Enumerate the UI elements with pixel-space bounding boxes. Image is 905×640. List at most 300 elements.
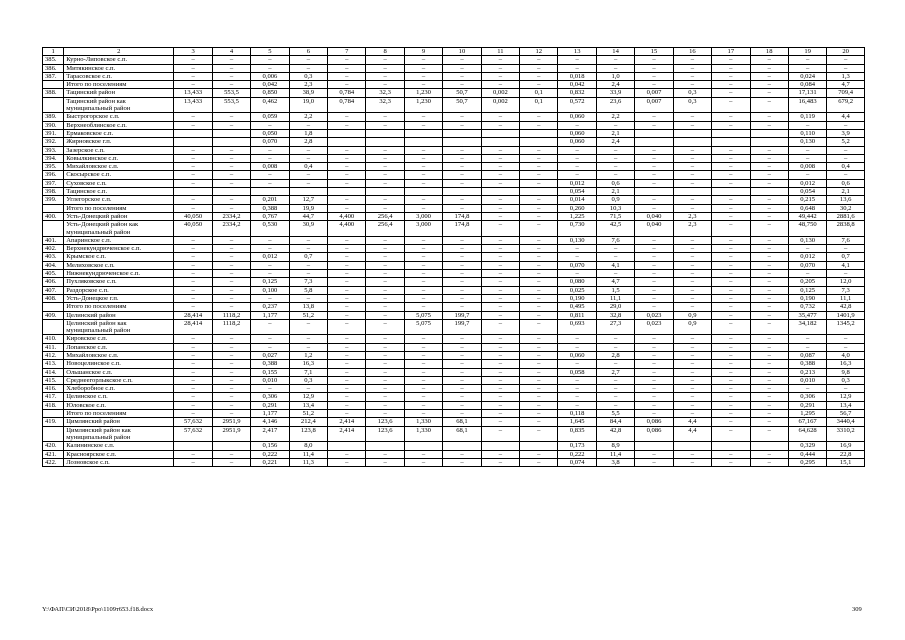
value-cell: –	[750, 146, 788, 154]
value-cell: –	[635, 245, 673, 253]
value-cell: 12,9	[827, 393, 865, 401]
value-cell: 553,5	[212, 89, 250, 97]
value-cell: 5,075	[404, 319, 442, 335]
value-cell: 13,8	[289, 303, 327, 311]
value-cell: –	[289, 385, 327, 393]
value-cell: –	[174, 401, 212, 409]
value-cell: –	[673, 196, 711, 204]
value-cell: –	[635, 343, 673, 351]
column-number-header: 3	[174, 48, 212, 56]
value-cell: 35,477	[788, 311, 826, 319]
value-cell: 0,008	[251, 163, 289, 171]
value-cell: –	[712, 56, 750, 64]
value-cell: –	[558, 121, 596, 129]
value-cell: –	[596, 253, 634, 261]
column-number-header: 14	[596, 48, 634, 56]
row-number-cell: 401.	[43, 236, 64, 244]
value-cell	[673, 129, 711, 137]
value-cell: 5,5	[596, 410, 634, 418]
value-cell: –	[366, 146, 404, 154]
value-cell: –	[481, 154, 519, 162]
value-cell: 5,075	[404, 311, 442, 319]
value-cell: –	[635, 278, 673, 286]
value-cell: –	[212, 278, 250, 286]
value-cell: –	[673, 410, 711, 418]
value-cell: –	[443, 343, 481, 351]
value-cell: 2,1	[596, 188, 634, 196]
value-cell: 0,060	[558, 138, 596, 146]
value-cell: 5,2	[827, 138, 865, 146]
value-cell: 0,130	[558, 236, 596, 244]
value-cell: –	[481, 64, 519, 72]
value-cell: 16,9	[827, 442, 865, 450]
value-cell: –	[212, 245, 250, 253]
value-cell: –	[520, 261, 558, 269]
territory-name-cell: Тацинский район как муниципальный район	[64, 97, 174, 113]
value-cell: –	[174, 376, 212, 384]
value-cell: 199,7	[443, 311, 481, 319]
value-cell: –	[788, 146, 826, 154]
value-cell: 199,7	[443, 319, 481, 335]
value-cell: –	[520, 253, 558, 261]
value-cell: –	[558, 245, 596, 253]
value-cell: 0,648	[788, 204, 826, 212]
table-row	[43, 129, 865, 137]
value-cell: –	[520, 401, 558, 409]
value-cell	[712, 442, 750, 450]
value-cell: –	[481, 319, 519, 335]
value-cell: –	[520, 426, 558, 442]
territory-name-cell: Цимлянский район	[64, 418, 174, 426]
table-row	[43, 335, 865, 343]
value-cell: –	[712, 253, 750, 261]
row-number-cell: 415.	[43, 376, 64, 384]
column-number-header: 7	[328, 48, 366, 56]
value-cell: –	[596, 171, 634, 179]
value-cell: –	[404, 385, 442, 393]
value-cell: –	[251, 121, 289, 129]
value-cell: 22,8	[827, 450, 865, 458]
value-cell: –	[328, 343, 366, 351]
value-cell: –	[328, 286, 366, 294]
table-row	[43, 146, 865, 154]
value-cell: 64,628	[788, 426, 826, 442]
value-cell: –	[788, 64, 826, 72]
table-row	[43, 351, 865, 359]
row-number-cell	[43, 410, 64, 418]
value-cell: 0,6	[827, 179, 865, 187]
value-cell: –	[328, 376, 366, 384]
value-cell: –	[289, 294, 327, 302]
value-cell: –	[328, 261, 366, 269]
row-number-cell	[43, 221, 64, 237]
value-cell: –	[366, 56, 404, 64]
value-cell: 11,3	[289, 458, 327, 466]
value-cell: –	[212, 236, 250, 244]
value-cell: –	[635, 171, 673, 179]
value-cell: –	[328, 401, 366, 409]
territory-name-cell: Углегорское с.п.	[64, 196, 174, 204]
value-cell: –	[712, 401, 750, 409]
value-cell: –	[520, 72, 558, 80]
value-cell: –	[404, 368, 442, 376]
value-cell: –	[596, 401, 634, 409]
value-cell: –	[212, 368, 250, 376]
value-cell: 3,000	[404, 212, 442, 220]
value-cell: –	[174, 351, 212, 359]
value-cell: 2,7	[596, 368, 634, 376]
value-cell: –	[750, 253, 788, 261]
value-cell: –	[750, 179, 788, 187]
value-cell: –	[366, 450, 404, 458]
table-row	[43, 368, 865, 376]
value-cell: –	[520, 458, 558, 466]
value-cell: –	[481, 360, 519, 368]
value-cell: –	[712, 212, 750, 220]
value-cell	[251, 188, 289, 196]
value-cell: –	[712, 64, 750, 72]
value-cell: –	[404, 204, 442, 212]
value-cell: –	[750, 368, 788, 376]
value-cell: –	[443, 360, 481, 368]
row-number-cell: 416.	[43, 385, 64, 393]
value-cell: –	[212, 450, 250, 458]
value-cell: –	[366, 401, 404, 409]
value-cell: 0,084	[788, 81, 826, 89]
table-row	[43, 188, 865, 196]
value-cell: –	[174, 385, 212, 393]
value-cell: –	[212, 204, 250, 212]
value-cell: –	[750, 393, 788, 401]
territory-name-cell: Красноярское с.п.	[64, 450, 174, 458]
value-cell: –	[635, 294, 673, 302]
value-cell: 0,213	[788, 368, 826, 376]
value-cell	[443, 188, 481, 196]
value-cell: –	[212, 81, 250, 89]
value-cell: –	[251, 385, 289, 393]
table-row	[43, 113, 865, 121]
value-cell: –	[481, 303, 519, 311]
value-cell: –	[673, 294, 711, 302]
value-cell: –	[673, 351, 711, 359]
value-cell: 0,173	[558, 442, 596, 450]
value-cell: –	[443, 56, 481, 64]
value-cell: –	[750, 270, 788, 278]
value-cell: 123,6	[366, 426, 404, 442]
value-cell: 2,414	[328, 418, 366, 426]
table-row	[43, 204, 865, 212]
value-cell: 0,110	[788, 129, 826, 137]
value-cell: –	[328, 294, 366, 302]
value-cell: 15,1	[827, 458, 865, 466]
value-cell: –	[328, 278, 366, 286]
table-row	[43, 343, 865, 351]
value-cell: 3440,4	[827, 418, 865, 426]
value-cell: 0,060	[558, 113, 596, 121]
value-cell: 0,119	[788, 113, 826, 121]
territory-name-cell: Итого по поселениям	[64, 410, 174, 418]
value-cell: –	[750, 245, 788, 253]
value-cell: –	[404, 261, 442, 269]
value-cell: –	[366, 113, 404, 121]
value-cell: 0,850	[251, 89, 289, 97]
value-cell: –	[212, 253, 250, 261]
value-cell: –	[750, 113, 788, 121]
value-cell: 3,9	[827, 129, 865, 137]
value-cell: –	[443, 64, 481, 72]
row-number-cell: 411.	[43, 343, 64, 351]
value-cell: 40,050	[174, 212, 212, 220]
row-number-cell: 406.	[43, 278, 64, 286]
value-cell: –	[673, 343, 711, 351]
value-cell: 2,2	[289, 113, 327, 121]
value-cell: –	[328, 236, 366, 244]
territory-name-cell: Целинское с.п.	[64, 393, 174, 401]
value-cell: –	[328, 204, 366, 212]
value-cell: –	[750, 72, 788, 80]
value-cell: –	[212, 146, 250, 154]
value-cell: –	[174, 179, 212, 187]
value-cell: –	[712, 97, 750, 113]
value-cell: –	[788, 335, 826, 343]
value-cell: 212,4	[289, 418, 327, 426]
value-cell: –	[520, 368, 558, 376]
table-row	[43, 303, 865, 311]
value-cell: 68,1	[443, 418, 481, 426]
value-cell: 0,012	[788, 253, 826, 261]
value-cell: –	[750, 261, 788, 269]
value-cell: –	[712, 286, 750, 294]
value-cell: –	[750, 343, 788, 351]
value-cell: –	[520, 351, 558, 359]
value-cell: 9,8	[827, 368, 865, 376]
value-cell: –	[212, 343, 250, 351]
value-cell: –	[750, 278, 788, 286]
value-cell: –	[174, 286, 212, 294]
row-number-cell: 412.	[43, 351, 64, 359]
value-cell: –	[289, 146, 327, 154]
page-number: 309	[852, 606, 862, 613]
value-cell: –	[174, 121, 212, 129]
value-cell: –	[251, 64, 289, 72]
value-cell: 0,087	[788, 351, 826, 359]
territory-name-cell: Итого по поселениям	[64, 204, 174, 212]
value-cell: 7,6	[596, 236, 634, 244]
value-cell	[366, 442, 404, 450]
table-body	[43, 48, 865, 467]
value-cell	[443, 442, 481, 450]
value-cell: –	[251, 261, 289, 269]
value-cell: –	[635, 146, 673, 154]
value-cell: –	[558, 376, 596, 384]
table-row	[43, 245, 865, 253]
value-cell: –	[404, 360, 442, 368]
value-cell: –	[404, 113, 442, 121]
value-cell: –	[404, 253, 442, 261]
value-cell: 0,190	[558, 294, 596, 302]
value-cell: –	[328, 410, 366, 418]
value-cell: 3,8	[596, 458, 634, 466]
value-cell: –	[174, 450, 212, 458]
value-cell: –	[712, 376, 750, 384]
value-cell: –	[443, 253, 481, 261]
value-cell	[212, 138, 250, 146]
value-cell: –	[366, 245, 404, 253]
column-number-header: 12	[520, 48, 558, 56]
value-cell: 1,8	[289, 129, 327, 137]
value-cell: 4,7	[596, 278, 634, 286]
territory-name-cell: Хлеборобное с.п.	[64, 385, 174, 393]
column-number-header: 5	[251, 48, 289, 56]
value-cell: 2881,6	[827, 212, 865, 220]
table-row	[43, 56, 865, 64]
value-cell: –	[404, 146, 442, 154]
value-cell: –	[328, 154, 366, 162]
table-row	[43, 89, 865, 97]
value-cell: –	[673, 360, 711, 368]
value-cell: 4,400	[328, 221, 366, 237]
table-row	[43, 450, 865, 458]
value-cell: –	[520, 221, 558, 237]
value-cell: 50,7	[443, 97, 481, 113]
territory-name-cell: Верхнеоблинское с.п.	[64, 121, 174, 129]
value-cell: –	[289, 261, 327, 269]
value-cell: –	[251, 146, 289, 154]
value-cell: 2,3	[673, 212, 711, 220]
value-cell: –	[328, 450, 366, 458]
value-cell: 1,177	[251, 311, 289, 319]
value-cell: –	[712, 335, 750, 343]
value-cell: 30,2	[827, 204, 865, 212]
value-cell: –	[366, 64, 404, 72]
value-cell: –	[635, 458, 673, 466]
value-cell: 2,417	[251, 426, 289, 442]
value-cell: –	[174, 294, 212, 302]
territory-name-cell: Цимлянский район как муниципальный район	[64, 426, 174, 442]
data-table-container	[42, 47, 865, 467]
value-cell: –	[788, 245, 826, 253]
value-cell: –	[366, 72, 404, 80]
value-cell: –	[673, 171, 711, 179]
value-cell: –	[328, 196, 366, 204]
value-cell: –	[750, 376, 788, 384]
value-cell: –	[174, 171, 212, 179]
value-cell: –	[520, 171, 558, 179]
value-cell: –	[289, 171, 327, 179]
value-cell: –	[212, 335, 250, 343]
value-cell: –	[443, 335, 481, 343]
row-number-cell: 395.	[43, 163, 64, 171]
territory-name-cell: Скосырское с.п.	[64, 171, 174, 179]
value-cell: –	[520, 303, 558, 311]
value-cell: –	[520, 179, 558, 187]
value-cell: 0,012	[788, 179, 826, 187]
territory-name-cell: Новоцелинское с.п.	[64, 360, 174, 368]
row-number-cell: 421.	[43, 450, 64, 458]
value-cell: 0,070	[558, 261, 596, 269]
value-cell	[520, 188, 558, 196]
column-number-header: 13	[558, 48, 596, 56]
value-cell: –	[404, 171, 442, 179]
value-cell: –	[443, 286, 481, 294]
column-number-header: 9	[404, 48, 442, 56]
value-cell: 0,811	[558, 311, 596, 319]
value-cell: –	[520, 385, 558, 393]
value-cell: –	[673, 163, 711, 171]
value-cell: –	[596, 270, 634, 278]
value-cell	[366, 138, 404, 146]
value-cell: –	[596, 121, 634, 129]
value-cell: –	[558, 171, 596, 179]
value-cell: –	[366, 343, 404, 351]
value-cell: –	[174, 303, 212, 311]
value-cell	[750, 188, 788, 196]
value-cell: –	[712, 204, 750, 212]
value-cell: –	[174, 360, 212, 368]
table-row	[43, 138, 865, 146]
value-cell: –	[750, 410, 788, 418]
value-cell: –	[251, 343, 289, 351]
value-cell: 1,645	[558, 418, 596, 426]
value-cell: –	[712, 458, 750, 466]
value-cell: –	[712, 121, 750, 129]
value-cell: –	[481, 401, 519, 409]
value-cell: 0,306	[788, 393, 826, 401]
value-cell: –	[635, 261, 673, 269]
value-cell: –	[328, 311, 366, 319]
value-cell: –	[481, 351, 519, 359]
value-cell: –	[481, 163, 519, 171]
value-cell: –	[596, 64, 634, 72]
value-cell: –	[443, 163, 481, 171]
value-cell: –	[174, 236, 212, 244]
value-cell: –	[328, 113, 366, 121]
value-cell: –	[520, 343, 558, 351]
value-cell: 0,7	[827, 253, 865, 261]
value-cell: 0,023	[635, 319, 673, 335]
value-cell: –	[443, 410, 481, 418]
territory-name-cell: Зазерское с.п.	[64, 146, 174, 154]
value-cell: 0,080	[558, 278, 596, 286]
value-cell: 0,4	[827, 163, 865, 171]
value-cell: –	[520, 163, 558, 171]
value-cell: 0,025	[558, 286, 596, 294]
value-cell: –	[328, 163, 366, 171]
value-cell: –	[481, 410, 519, 418]
value-cell: –	[520, 154, 558, 162]
value-cell: 23,6	[596, 97, 634, 113]
territory-name-cell: Усть-Донецкий район как муниципальный район	[64, 221, 174, 237]
value-cell: 13,4	[289, 401, 327, 409]
row-number-cell: 422.	[43, 458, 64, 466]
value-cell: 0,306	[251, 393, 289, 401]
value-cell: –	[827, 343, 865, 351]
table-row	[43, 72, 865, 80]
value-cell: –	[673, 385, 711, 393]
column-number-header: 19	[788, 48, 826, 56]
value-cell: –	[673, 376, 711, 384]
value-cell: 0,260	[558, 204, 596, 212]
territory-name-cell: Жирновское г.п.	[64, 138, 174, 146]
value-cell: –	[366, 179, 404, 187]
value-cell: –	[481, 278, 519, 286]
value-cell: –	[673, 368, 711, 376]
value-cell: –	[520, 418, 558, 426]
value-cell: 0,444	[788, 450, 826, 458]
value-cell: –	[328, 458, 366, 466]
value-cell: 2,414	[328, 426, 366, 442]
value-cell: 0,155	[251, 368, 289, 376]
